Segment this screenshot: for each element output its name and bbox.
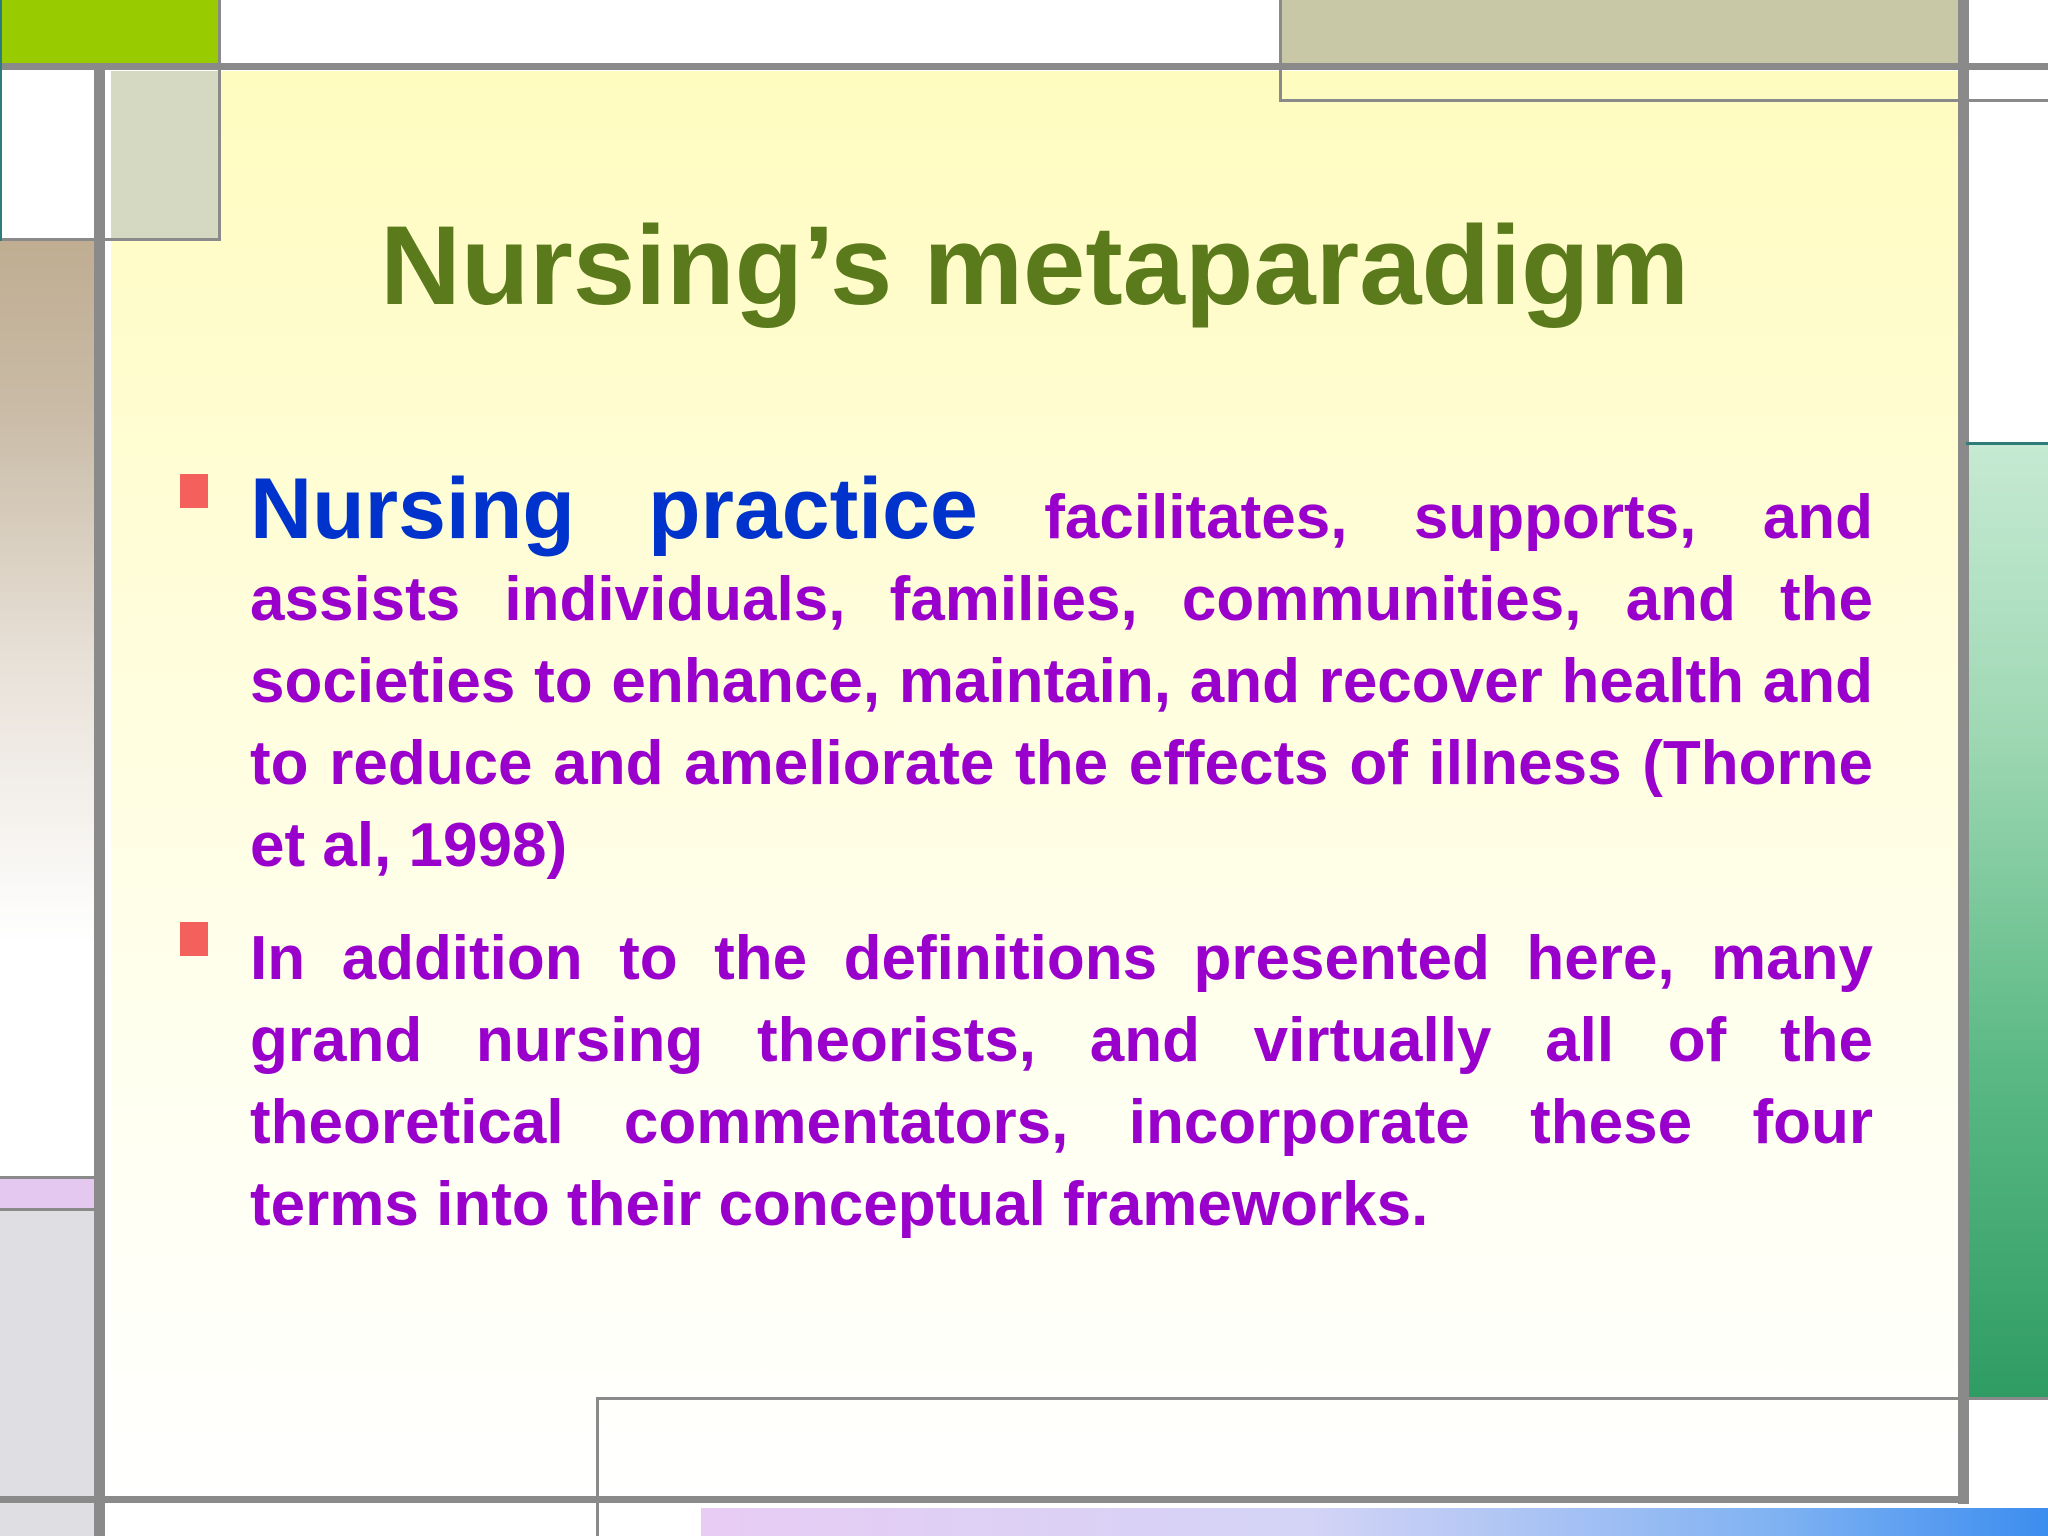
frame-line-khaki-left bbox=[1279, 0, 1282, 102]
decor-khaki-block bbox=[1281, 0, 1960, 63]
decor-lavender-strip bbox=[0, 1179, 94, 1208]
decor-grey-strip bbox=[0, 1211, 94, 1536]
frame-line-teal-left bbox=[0, 0, 2, 241]
decor-green-block bbox=[0, 0, 221, 63]
frame-line-right bbox=[1958, 0, 1969, 1504]
decor-green-gradient-strip bbox=[1966, 444, 2048, 1398]
frame-line-lower-box-top bbox=[596, 1397, 2048, 1400]
bullet-text: facilitates, supports, and assists individuals, families, communities, and the societies to enhance, maintain, and recover health and to reduce and ameliorate the effects of illness (Thorne et al, 1998) bbox=[250, 483, 1873, 880]
bullet-text: In addition to the definitions presented here, many grand nursing theorists, and virtually all of the theoretical commentators, incorporate these four terms into their conceptual frameworks. bbox=[250, 924, 1873, 1239]
frame-line-lower-box-left bbox=[596, 1397, 599, 1536]
frame-line-top bbox=[0, 63, 2048, 70]
frame-line-khaki-bottom bbox=[1279, 99, 2048, 102]
frame-line-bottom bbox=[0, 1496, 1966, 1503]
decor-blue-gradient-strip bbox=[701, 1508, 2048, 1536]
slide-title: Nursing’s metaparadigm bbox=[379, 203, 1690, 328]
bullet-marker-square bbox=[180, 474, 208, 508]
bullet-item bbox=[250, 461, 1873, 887]
decor-tan-gradient-strip bbox=[0, 241, 94, 1177]
bullet-term: Nursing practice bbox=[250, 461, 978, 557]
frame-line-teal-top bbox=[1966, 442, 2048, 445]
bullet-item bbox=[250, 918, 1873, 1246]
frame-line-left bbox=[94, 63, 105, 1536]
frame-line-lavender-bottom bbox=[0, 1208, 94, 1211]
frame-line-lavender-top bbox=[0, 1176, 94, 1179]
bullet-marker-square bbox=[180, 922, 208, 956]
